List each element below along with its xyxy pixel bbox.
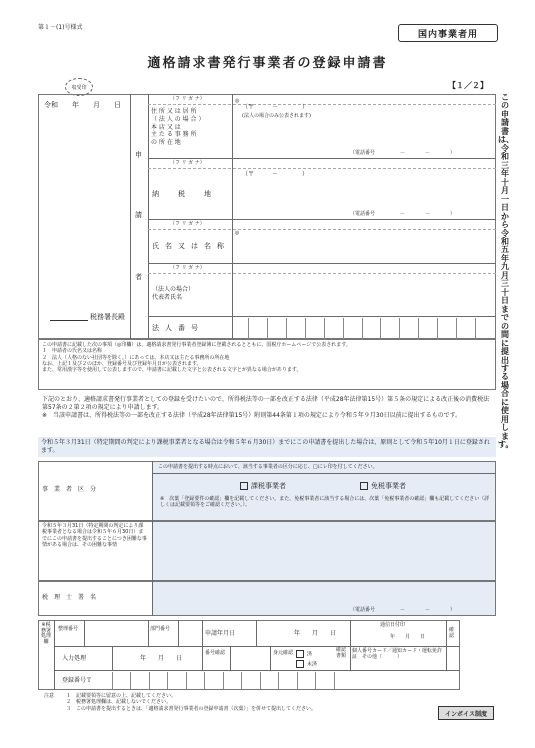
exempt-option[interactable]: [360, 481, 406, 491]
rep-label-line: （法人の場合）: [152, 286, 195, 293]
postal-code-field[interactable]: （〒 － ）: [242, 104, 309, 111]
not-done-checkbox[interactable]: [296, 660, 304, 668]
law-paragraph: ※ 当該申請書は、所得税法等の一部を改正する法律（平成28年法律第15号）附則第44条第１項の規定により令和５年９月30日以前に提出するものです。: [42, 411, 462, 419]
number-cell[interactable]: [380, 318, 400, 339]
number-confirm-label: 番号確認: [205, 650, 226, 656]
comm-date-label: 通信日付印: [380, 622, 406, 628]
comm-date-field[interactable]: 年 月 日: [390, 634, 426, 640]
business-instruction: この申請書を提出する時点において、該当する事業者の区分に応じ、□にレ印を付してください。: [158, 464, 378, 470]
done-checkbox[interactable]: [296, 650, 304, 658]
number-cell[interactable]: [362, 318, 382, 339]
furigana-label: （フ リ ガ ナ）: [170, 160, 205, 166]
number-cell[interactable]: [186, 672, 205, 689]
input-date-field[interactable]: 年 月 日: [140, 655, 183, 662]
page-title: 適格請求書発行事業者の登録申請書: [147, 56, 388, 71]
notice-item: １ 申請者の氏名又は名称: [42, 348, 103, 355]
done-option[interactable]: [296, 650, 312, 658]
not-done-label: 未済: [307, 661, 318, 668]
furigana-label: （フ リ ガ ナ）: [170, 265, 205, 271]
notice-item: ２ 法人（人格のない社団等を除く。）にあっては、本店又は主たる事務所の所在地: [42, 354, 230, 361]
corp-number-cells[interactable]: [248, 318, 494, 339]
input-process-label: 入力処理: [62, 655, 87, 662]
taxable-checkbox[interactable]: [240, 482, 248, 490]
tax-office-label: 税務署長殿: [90, 313, 125, 321]
form-number: 第１－(1)号様式: [38, 24, 83, 31]
number-cell[interactable]: [286, 318, 306, 339]
done-label: 済: [307, 651, 313, 658]
postal-code-field[interactable]: （〒 － ）: [242, 171, 309, 178]
number-cell[interactable]: [260, 672, 279, 689]
notes-head: 注意: [44, 693, 55, 699]
dept-number-label: 部門番号: [150, 626, 171, 632]
receipt-stamp: 収受印: [65, 78, 93, 96]
notice-item: また、常用漢字等を使用して公表しますので、申請書に記載した文字と公表される文字とが異なる場合があります。: [42, 367, 302, 373]
number-cell[interactable]: [399, 318, 419, 339]
side-note: この申請書は、令和三年十月一日から令和五年九月三十日までの間に提出する場合に使用します。: [498, 93, 514, 450]
number-cell[interactable]: [315, 672, 334, 689]
confirm-label: 確認: [449, 627, 455, 639]
exempt-checkbox[interactable]: [360, 482, 368, 490]
note-item: ３ この申請書を提出するときは、「適格請求書発行事業者の登録申請書（次葉）」を併せて提出してください。: [66, 705, 317, 712]
tax-location-label: 納 税 地: [152, 190, 217, 198]
reg-number-label: 登録番号Ｔ: [62, 677, 93, 684]
number-cell[interactable]: [456, 318, 476, 339]
application-date-label: 申請年月日: [205, 630, 236, 637]
phone-field[interactable]: （電話番号 － － ）: [350, 150, 456, 156]
business-type-label: 事業者区分: [42, 486, 103, 493]
address-marker: ◎: [235, 98, 240, 104]
exempt-label: 免税事業者: [371, 482, 406, 490]
number-cell[interactable]: [334, 672, 353, 689]
office-use-label: ※税務署処理欄: [40, 622, 51, 645]
number-cell[interactable]: [204, 672, 223, 689]
corp-number-label: 法人番号: [152, 324, 204, 332]
number-cell[interactable]: [418, 318, 438, 339]
address-label-line: （ 法 人 の 場 合 ）: [151, 115, 205, 123]
furigana-label: （フ リ ガ ナ）: [170, 221, 205, 227]
address-label-line: の 所 在 地: [151, 139, 181, 147]
number-cell[interactable]: [267, 318, 287, 339]
number-cell[interactable]: [297, 672, 316, 689]
address-label-line: 住 所 又 は 居 所: [151, 108, 197, 115]
applicant-char: 者: [135, 273, 142, 281]
number-cell[interactable]: [167, 672, 186, 689]
name-label: 氏名又は名称: [152, 242, 230, 250]
note-item: ２ 税務署処理欄は、記載しないでください。: [66, 699, 172, 706]
deadline-text: 令和５年３月31日（特定期間の判定により課税事業者となる場合は令和５年６月30日）までにこの申請書を提出した場合は、原則として令和５年10月１日に登録されます。: [38, 437, 496, 457]
tax-accountant-phone[interactable]: （電話番号 － － ）: [350, 607, 456, 613]
invoice-badge: インボイス制度: [438, 706, 494, 720]
note-item: １ 記載要領等に留意の上、記載してください。: [66, 693, 177, 699]
not-done-option[interactable]: [296, 660, 317, 668]
notice-item: なお、上記１及び２のほか、登録番号及び登録年月日が公表されます。: [42, 360, 202, 367]
ref-number-label: 整理番号: [58, 626, 79, 632]
applicant-char: 申: [135, 151, 142, 159]
number-cell[interactable]: [305, 318, 325, 339]
address-label-line: 本 店 又 は: [151, 123, 181, 131]
address-label-line: 主 た る 事 務 所: [151, 131, 197, 139]
number-cell[interactable]: [278, 672, 297, 689]
doc-label: 確認書類: [336, 647, 347, 659]
name-marker: ◎: [235, 230, 240, 236]
address-note: (法人の場合のみ公表されます): [242, 113, 311, 119]
date-field[interactable]: 令和 年 月 日: [44, 101, 121, 109]
taxable-option[interactable]: [240, 481, 286, 491]
tax-accountant-label: 税理士署名: [42, 594, 103, 601]
law-paragraph: 下記のとおり、適格請求書発行事業者としての登録を受けたいので、所得税法等の一部を改正する法律（平成28年法律第15号）第５条の規定による改正後の消費税法第57条の２第２項の規定により申請します。: [42, 396, 490, 411]
number-cell[interactable]: [437, 318, 457, 339]
category-box: 国内事業者用: [398, 24, 498, 42]
number-cell[interactable]: [130, 672, 149, 689]
number-cell[interactable]: [223, 672, 242, 689]
number-cell[interactable]: [475, 318, 495, 339]
page-indicator: 【１／２】: [448, 81, 488, 90]
doc-options[interactable]: 個人番号カード／通知カード・運転免許証 その他（ ）: [352, 648, 443, 661]
notice-intro: この申請書に記載した次の事項（◎印欄）は、適格請求書発行事業者登録簿に登載されるとともに、国税庁ホームページで公表されます。: [42, 342, 351, 348]
number-cell[interactable]: [241, 672, 260, 689]
phone-field[interactable]: （電話番号 － － ）: [350, 211, 456, 217]
business-note: ※ 次葉「登録要件の確認」欄を記載してください。また、免税事業者に該当する場合には、次葉「免税事業者の確認」欄も記載してください（詳しくは記載要領等をご確認ください。）。: [160, 496, 490, 509]
applicant-char: 請: [135, 211, 142, 219]
difficulty-field[interactable]: [153, 522, 495, 580]
number-cell[interactable]: [149, 672, 168, 689]
furigana-label: （フ リ ガ ナ）: [170, 96, 205, 102]
number-cell[interactable]: [112, 672, 131, 689]
number-cell[interactable]: [343, 318, 363, 339]
application-date-field[interactable]: 年 月 日: [294, 630, 337, 637]
number-cell[interactable]: [248, 318, 268, 339]
reg-number-cells[interactable]: [112, 672, 352, 689]
taxable-label: 課税事業者: [251, 482, 286, 490]
difficulty-label: 令和５年３月31日（特定期間の判定により課税事業者となる場合は令和５年６月30日）までにこの申請書を提出することにつき困難な事情がある場合は、その困難な事情: [42, 523, 147, 548]
number-cell[interactable]: [324, 318, 344, 339]
rep-label-line: 代表者氏名: [152, 293, 183, 301]
identity-confirm-label: 身元確認: [273, 650, 294, 656]
